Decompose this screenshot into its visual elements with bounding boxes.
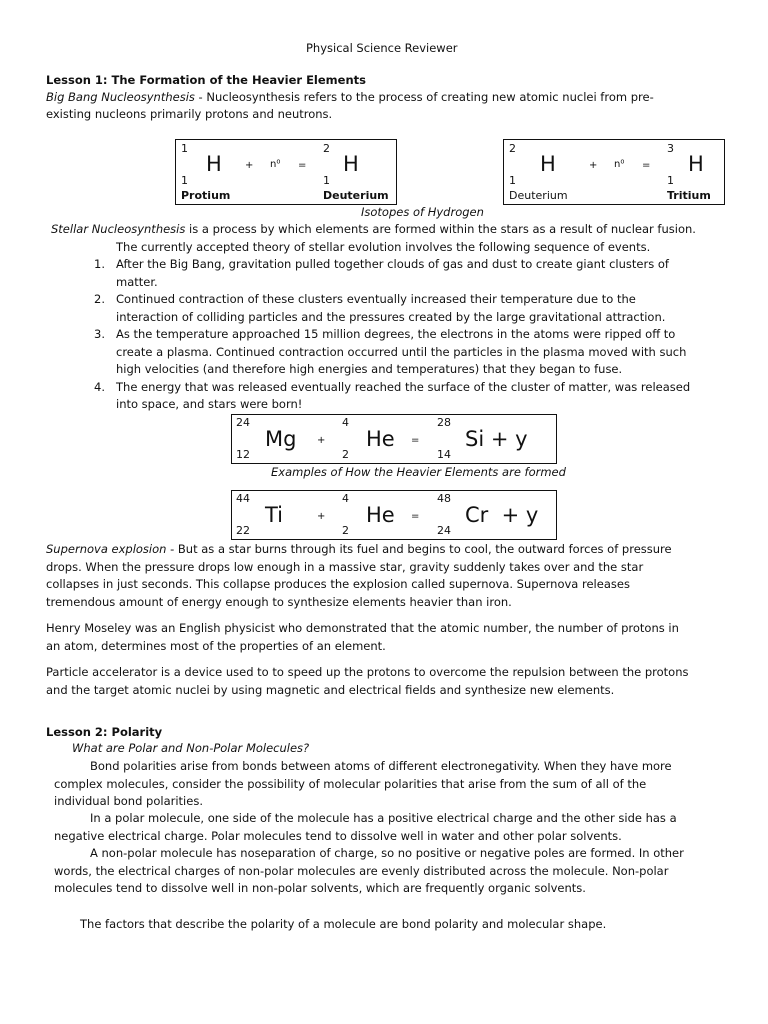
mass-number: 3 <box>667 142 674 155</box>
isotope-name: Deuterium <box>323 189 389 202</box>
supernova-line-1-rest: - But as a star burns through its fuel and begins to cool, the outward forces of pressure <box>166 542 672 556</box>
list-item-line: create a plasma. Continued contraction occurred until the particles in the plasma moved with such <box>116 345 687 359</box>
supernova-line: collapses in just seconds. This collapse produces the explosion called supernova. Supernova releases <box>46 577 630 591</box>
list-item-line: As the temperature approached 15 million degrees, the electrons in the atoms were ripped off to <box>116 327 676 341</box>
supernova-line: tremendous amount of energy enough to synthesize elements heavier than iron. <box>46 595 512 609</box>
supernova-line-1 <box>46 542 672 556</box>
protium-deuterium-equation-box <box>175 139 397 205</box>
lesson2-title: Lesson 2: Polarity <box>46 725 163 739</box>
bbn-term: Big Bang Nucleosynthesis <box>46 90 195 104</box>
titanium-helium-equation-box <box>231 490 557 540</box>
stellar-line-2: The currently accepted theory of stellar evolution involves the following sequence of events. <box>116 240 651 254</box>
polarity-para-1-line: complex molecules, consider the possibility of molecular polarities that arise from the sum of all of the <box>54 777 647 791</box>
equals-sign: = <box>298 160 307 171</box>
supernova-line: drops. When the pressure drops low enough in a massive star, gravity suddenly takes over and the star <box>46 560 644 574</box>
element-symbol: He <box>366 427 395 451</box>
moseley-line: Henry Moseley was an English physicist who demonstrated that the atomic number, the number of protons in <box>46 621 679 635</box>
deuterium-tritium-equation-box <box>503 139 725 205</box>
isotopes-caption: Isotopes of Hydrogen <box>361 205 484 219</box>
product-symbol: Cr + y <box>465 503 539 527</box>
polarity-para-2-line: negative electrical charge. Polar molecules tend to dissolve well in water and other polar solvents. <box>54 829 622 843</box>
polarity-para-3-line: molecules tend to dissolve well in non-polar solvents, which are frequently organic solvents. <box>54 881 586 895</box>
bbn-line-1-rest: - Nucleosynthesis refers to the process of creating new atomic nuclei from pre- <box>194 90 654 104</box>
magnesium-helium-equation-box <box>231 414 557 464</box>
plus-sign: + <box>589 160 598 171</box>
equals-sign: = <box>642 160 651 171</box>
mass-number: 48 <box>437 492 451 505</box>
mass-number: 4 <box>342 492 349 505</box>
element-symbol: H <box>343 152 359 176</box>
polarity-para-3-line: A non-polar molecule has noseparation of charge, so no positive or negative poles are formed. In other <box>90 846 684 860</box>
stellar-line-1 <box>51 222 696 236</box>
atomic-number: 1 <box>323 174 330 187</box>
element-symbol: Ti <box>265 503 284 527</box>
bbn-line-2: existing nucleons primarily protons and neutrons. <box>46 107 333 121</box>
isotope-name: Protium <box>181 189 231 202</box>
list-item-line: The energy that was released eventually reached the surface of the cluster of matter, was released <box>116 380 691 394</box>
isotope-name: Deuterium <box>509 189 568 202</box>
element-symbol: H <box>206 152 222 176</box>
polarity-para-1-line: Bond polarities arise from bonds between atoms of different electronegativity. When they have more <box>90 759 672 773</box>
list-number: 4. <box>94 380 105 394</box>
mass-number: 2 <box>509 142 516 155</box>
list-item-line: After the Big Bang, gravitation pulled together clouds of gas and dust to create giant clusters of <box>116 257 669 271</box>
heavier-elements-caption: Examples of How the Heavier Elements are formed <box>271 465 566 479</box>
product-symbol: Si + y <box>465 427 528 451</box>
element-symbol: Mg <box>265 427 297 451</box>
accelerator-line: Particle accelerator is a device used to to speed up the protons to overcome the repulsion between the protons <box>46 665 689 679</box>
bbn-line-1 <box>46 90 654 104</box>
mass-number: 1 <box>181 142 188 155</box>
element-symbol: He <box>366 503 395 527</box>
accelerator-line: and the target atomic nuclei by using magnetic and electrical fields and synthesize new elements. <box>46 683 615 697</box>
plus-sign: + <box>245 160 254 171</box>
list-number: 3. <box>94 327 105 341</box>
lesson2-subtitle: What are Polar and Non-Polar Molecules? <box>72 741 310 755</box>
mass-number: 4 <box>342 416 349 429</box>
page-header-title: Physical Science Reviewer <box>306 41 458 55</box>
lesson1-title: Lesson 1: The Formation of the Heavier Elements <box>46 73 366 87</box>
atomic-number: 14 <box>437 448 451 461</box>
element-symbol: H <box>688 152 704 176</box>
equals-sign: = <box>411 435 420 446</box>
mass-number: 2 <box>323 142 330 155</box>
plus-sign: + <box>317 511 326 522</box>
element-symbol: H <box>540 152 556 176</box>
supernova-term: Supernova explosion <box>46 542 167 556</box>
plus-sign: + <box>317 435 326 446</box>
polarity-para-1-line: individual bond polarities. <box>54 794 203 808</box>
atomic-number: 12 <box>236 448 250 461</box>
list-item-line: into space, and stars were born! <box>116 397 303 411</box>
atomic-number: 24 <box>437 524 451 537</box>
atomic-number: 1 <box>509 174 516 187</box>
polarity-para-3-line: words, the electrical charges of non-polar molecules are evenly distributed across the molecule. Non-polar <box>54 864 669 878</box>
stellar-term: Stellar Nucleosynthesis <box>51 222 186 236</box>
atomic-number: 22 <box>236 524 250 537</box>
neutron: n⁰ <box>270 159 281 170</box>
stellar-line-1-rest: is a process by which elements are formed within the stars as a result of nuclear fusion. <box>185 222 696 236</box>
moseley-line: an atom, determines most of the properties of an element. <box>46 639 386 653</box>
atomic-number: 2 <box>342 448 349 461</box>
mass-number: 28 <box>437 416 451 429</box>
polarity-factors: The factors that describe the polarity of a molecule are bond polarity and molecular shape. <box>80 917 607 931</box>
isotope-name: Tritium <box>667 189 711 202</box>
list-item-line: high velocities (and therefore high energies and temperatures) that they began to fuse. <box>116 362 623 376</box>
list-item-line: interaction of colliding particles and the pressures created by the large gravitational attraction. <box>116 310 666 324</box>
list-item-line: Continued contraction of these clusters eventually increased their temperature due to the <box>116 292 636 306</box>
equals-sign: = <box>411 511 420 522</box>
mass-number: 44 <box>236 492 250 505</box>
atomic-number: 2 <box>342 524 349 537</box>
list-number: 1. <box>94 257 105 271</box>
atomic-number: 1 <box>667 174 674 187</box>
atomic-number: 1 <box>181 174 188 187</box>
list-item-line: matter. <box>116 275 158 289</box>
mass-number: 24 <box>236 416 250 429</box>
neutron: n⁰ <box>614 159 625 170</box>
list-number: 2. <box>94 292 105 306</box>
polarity-para-2-line: In a polar molecule, one side of the molecule has a positive electrical charge and the other side has a <box>90 811 677 825</box>
